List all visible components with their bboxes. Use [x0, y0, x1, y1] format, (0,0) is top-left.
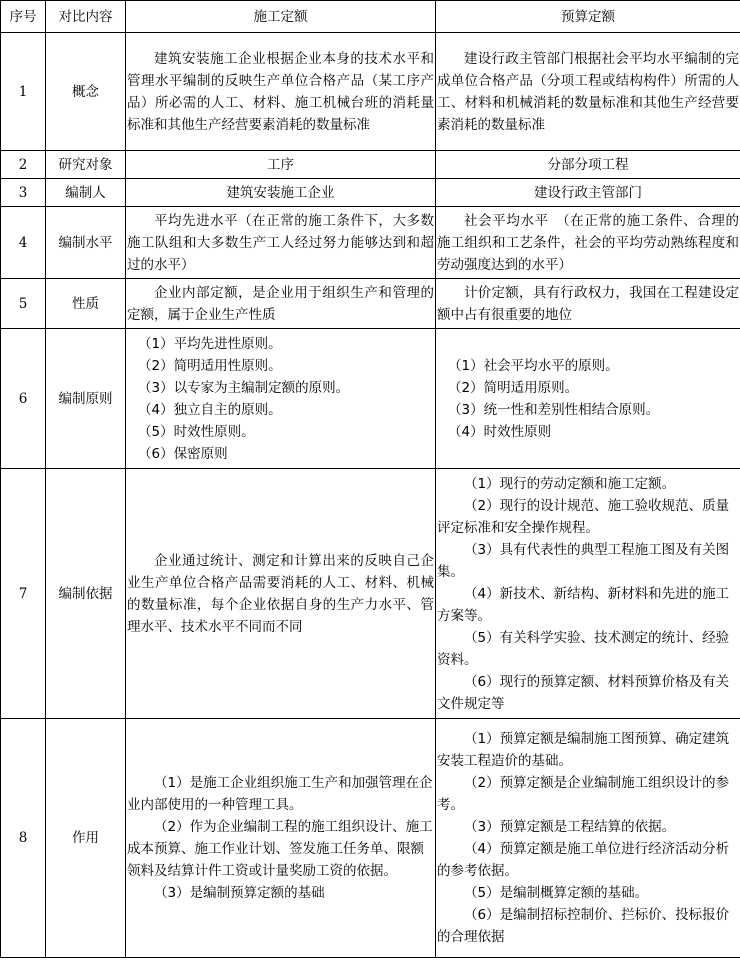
table-row: [1, 33, 740, 151]
construction-cell: 建筑安装施工企业根据企业本身的技术水平和管理水平编制的反映生产单位合格产品（某工序产品）所必需的人工、材料、施工机械台班的消耗量标准和其他生产经营要素消耗的数量标准: [126, 33, 436, 151]
row-topic: 编制原则: [46, 329, 126, 469]
list-item: （2）简明适用性原则。: [138, 357, 282, 374]
row-number: 4: [1, 207, 46, 279]
list-item: （1）平均先进性原则。: [138, 335, 282, 352]
row-topic: 编制依据: [46, 469, 126, 719]
header-row: [1, 1, 740, 33]
list-item: （3）以专家为主编制定额的原则。: [138, 379, 350, 396]
list-item: （1）预算定额是编制施工图预算、确定建筑安装工程造价的基础。: [437, 731, 730, 769]
row-number: 6: [1, 329, 46, 469]
table-row: [1, 279, 740, 329]
construction-cell: 建筑安装施工企业: [126, 179, 436, 207]
list-item: （4）预算定额是施工单位进行经济活动分析的参考依据。: [437, 841, 730, 879]
row-number: 3: [1, 179, 46, 207]
list-item: （2）预算定额是企业编制施工组织设计的参考。: [437, 775, 730, 813]
table-row: [1, 469, 740, 719]
list-item: （1）社会平均水平的原则。: [448, 357, 619, 374]
list-item: （5）是编制概算定额的基础。: [464, 885, 649, 901]
list-item: （1）是施工企业组织施工生产和加强管理在企业内部使用的一种管理工具。: [127, 775, 433, 813]
budget-cell: 建设行政主管部门: [436, 179, 740, 207]
list-item: （2）作为企业编制工程的施工组织设计、施工成本预算、施工作业计划、签发施工任务单、限额领料及结算计件工资或计量奖励工资的依据。: [127, 819, 433, 879]
list-item: （3）统一性和差别性相结合原则。: [448, 401, 660, 418]
row-topic: 概念: [46, 33, 126, 151]
row-number: 1: [1, 33, 46, 151]
list-item: （6）保密原则: [138, 445, 228, 462]
row-topic: 编制人: [46, 179, 126, 207]
list-item: （4）新技术、新结构、新材料和先进的施工方案等。: [437, 585, 730, 624]
list-item: （4）独立自主的原则。: [138, 401, 282, 418]
list-item: （2）现行的设计规范、施工验收规范、质量评定标准和安全操作规程。: [437, 497, 730, 536]
budget-cell: [436, 719, 740, 958]
row-topic: 研究对象: [46, 151, 126, 179]
budget-cell: [436, 469, 740, 719]
list-item: （5）时效性原则。: [138, 423, 255, 440]
table-row: [1, 179, 740, 207]
budget-cell: 计价定额，具有行政权力，我国在工程建设定额中占有很重要的地位: [436, 279, 740, 329]
budget-cell: 建设行政主管部门根据社会平均水平编制的完成单位合格产品（分项工程或结构构件）所需的人工、材料和机械消耗的数量标准和其他生产经营要素消耗的数量标准: [436, 33, 740, 151]
budget-cell: [436, 329, 740, 469]
row-number: 5: [1, 279, 46, 329]
list-item: （3）具有代表性的典型工程施工图及有关图集。: [437, 541, 730, 580]
row-number: 7: [1, 469, 46, 719]
list-item: （6）是编制招标控制价、拦标价、投标报价的合理依据: [437, 907, 730, 945]
list-item: （3）是编制预算定额的基础: [154, 885, 325, 901]
table-row: [1, 207, 740, 279]
list-item: （3）预算定额是工程结算的依据。: [464, 819, 676, 835]
construction-cell: 平均先进水平（在正常的施工条件下，大多数施工队组和大多数生产工人经过努力能够达到和超过的水平）: [126, 207, 436, 279]
row-topic: 作用: [46, 719, 126, 958]
row-topic: 编制水平: [46, 207, 126, 279]
list-item: （6）现行的预算定额、材料预算价格及有关文件规定等: [437, 673, 730, 712]
row-number: 2: [1, 151, 46, 179]
list-item: （1）现行的劳动定额和施工定额。: [464, 475, 676, 492]
list-item: （4）时效性原则: [448, 423, 552, 440]
budget-cell: 分部分项工程: [436, 151, 740, 179]
list-item: （5）有关科学实验、技术测定的统计、经验资料。: [437, 629, 730, 668]
list-item: （2）简明适用原则。: [448, 379, 579, 396]
header-no: 序号: [1, 1, 46, 33]
header-budget-quota: 预算定额: [436, 1, 740, 33]
construction-cell: 工序: [126, 151, 436, 179]
row-topic: 性质: [46, 279, 126, 329]
construction-cell: 企业通过统计、测定和计算出来的反映自己企业生产单位合格产品需要消耗的人工、材料、机械的数量标准，每个企业依据自身的生产力水平、管理水平、技术水平不同而不同: [126, 469, 436, 719]
budget-cell: 社会平均水平 （在正常的施工条件、合理的施工组织和工艺条件，社会的平均劳动熟练程度和劳动强度达到的水平）: [436, 207, 740, 279]
table-row: [1, 719, 740, 958]
construction-cell: 企业内部定额，是企业用于组织生产和管理的定额，属于企业生产性质: [126, 279, 436, 329]
table-row: [1, 329, 740, 469]
row-number: 8: [1, 719, 46, 958]
table-row: [1, 151, 740, 179]
construction-cell: [126, 719, 436, 958]
construction-cell: [126, 329, 436, 469]
header-construction-quota: 施工定额: [126, 1, 436, 33]
header-topic: 对比内容: [46, 1, 126, 33]
